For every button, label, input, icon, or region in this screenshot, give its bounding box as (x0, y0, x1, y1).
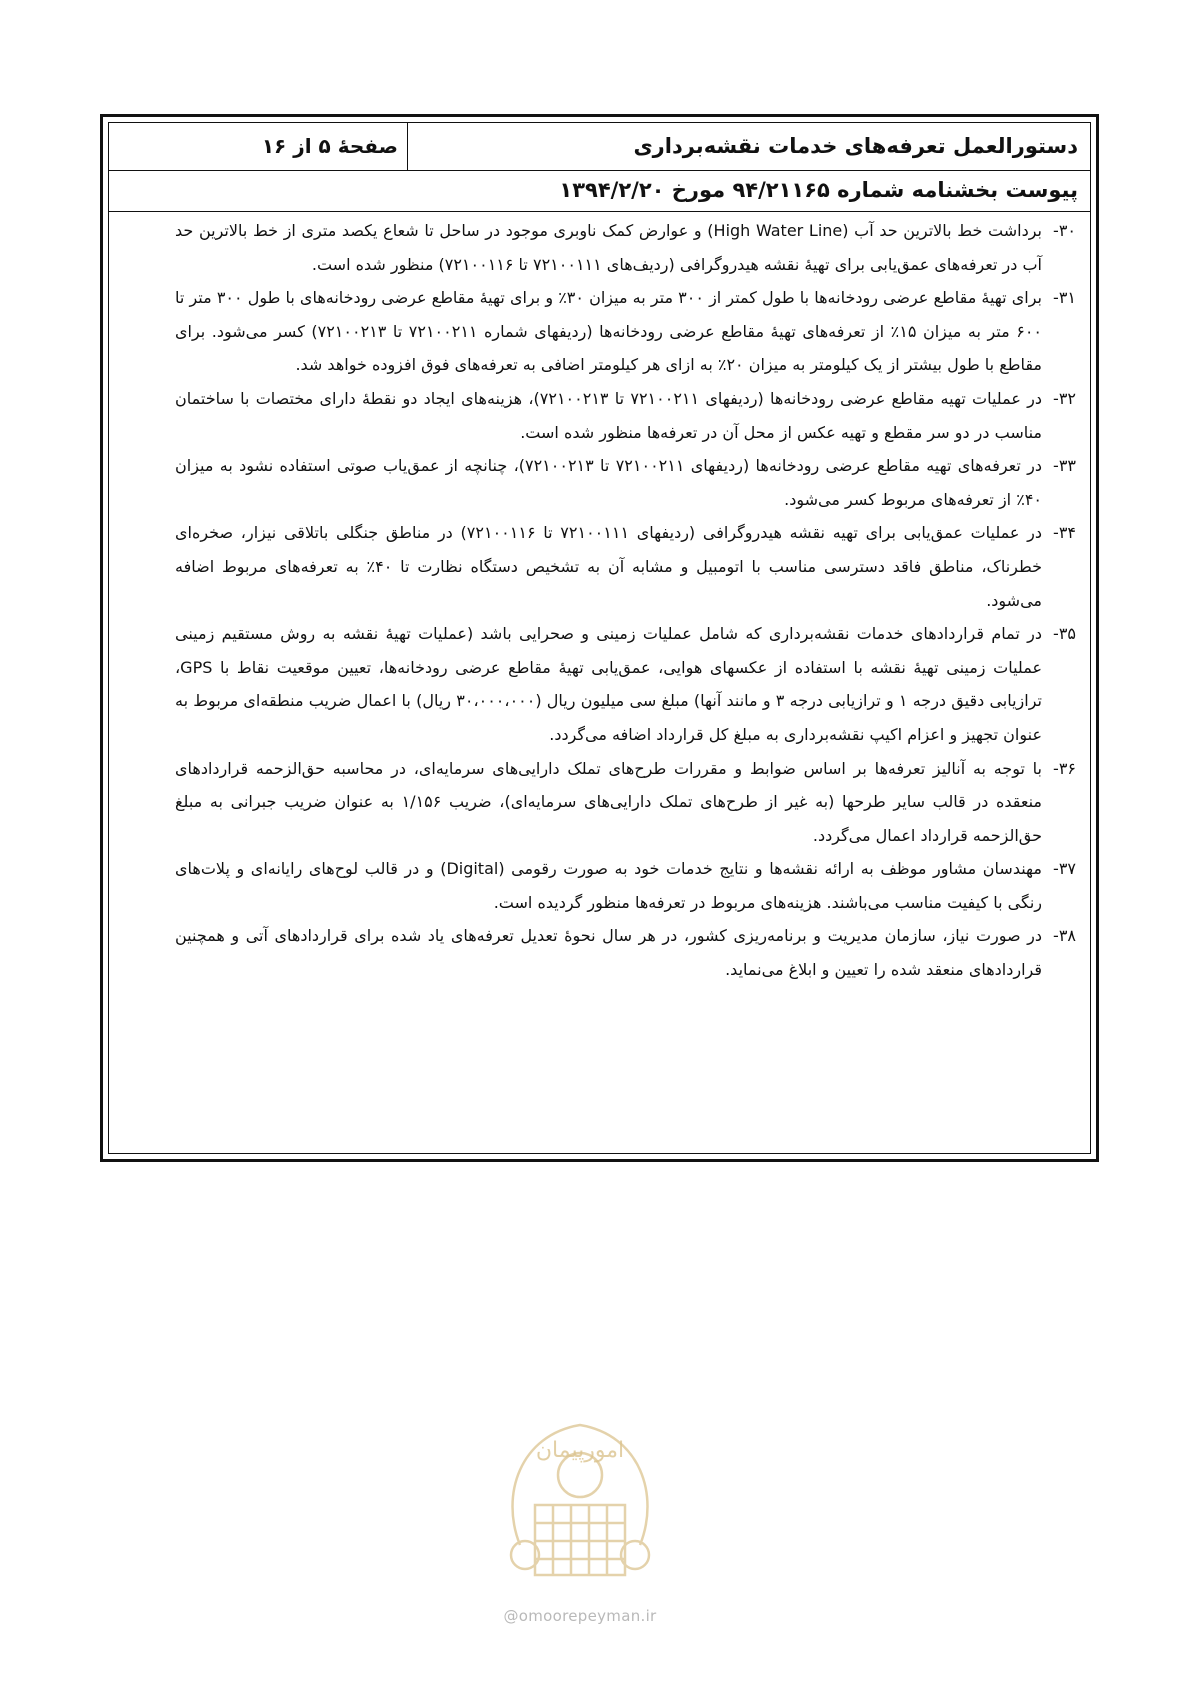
clause-number: ۳۷- (1053, 859, 1076, 879)
clause-number: ۳۲- (1053, 388, 1076, 408)
clause-number: ۳۱- (1053, 288, 1076, 308)
document-title: دستورالعمل تعرفه‌های خدمات نقشه‌برداری (407, 123, 1090, 170)
clause-text: برای تهیهٔ مقاطع عرضی رودخانه‌ها با طول کمتر از ۳۰۰ متر به میزان ۳۰٪ و برای تهیهٔ مقاطع عرضی رودخانه‌های با طول ۳۰۰ متر تا ۶۰۰ متر به میزان ۱۵٪ از تعرفه‌های تهیهٔ مقاطع عرضی رودخانه‌ها (ردیفهای شماره ۷۲۱۰۰۲۱۱ تا ۷۲۱۰۰۲۱۳) کسر می‌شود. برای مقاطع با طول بیشتر از یک کیلومتر به میزان ۲۰٪ به ازای هر کیلومتر اضافی به تعرفه‌های فوق افزوده خواهد شد. (175, 288, 1043, 375)
watermark (480, 1395, 680, 1645)
clause-text: مهندسان مشاور موظف به ارائه نقشه‌ها و نتایج خدمات خود به صورت رقومی (Digital) و در قالب لوح‌های رایانه‌ای و پلات‌های رنگی با کیفیت مناسب می‌باشند. هزینه‌های مربوط در تعرفه‌ها منظور گردیده است. (175, 859, 1042, 912)
watermark-site: @omoorepeyman.ir (503, 1607, 657, 1625)
clause-33 (175, 449, 1076, 516)
clause-text: در عملیات عمق‌یابی برای تهیه نقشه هیدروگرافی (ردیفهای ۷۲۱۰۰۱۱۱ تا ۷۲۱۰۰۱۱۶) در مناطق جنگلی باتلاقی نیزار، صخره‌ای خطرناک، مناطق فاقد دسترسی مناسب با اتومبیل و مشابه آن به تشخیص دستگاه نظارت تا ۴۰٪ به تعرفه‌های مربوط اضافه می‌شود. (175, 523, 1043, 610)
clause-number: ۳۰- (1053, 221, 1076, 240)
clause-32 (175, 382, 1076, 449)
clause-number: ۳۶- (1053, 758, 1076, 778)
clause-number: ۳۳- (1053, 456, 1076, 476)
clause-30 (175, 214, 1076, 281)
clause-36 (175, 752, 1076, 853)
document-inner-frame (108, 122, 1091, 1154)
clause-38 (175, 919, 1076, 986)
clause-34 (175, 516, 1076, 617)
clause-text: با توجه به آنالیز تعرفه‌ها بر اساس ضوابط و مقررات طرح‌های تملک دارایی‌های سرمایه‌ای، در محاسبه حق‌الزحمه قراردادهای منعقده در قالب سایر طرحها (به غیر از طرح‌های تملک دارایی‌های سرمایه‌ای)، ضریب ۱/۱۵۶ به عنوان ضریب جبرانی به مبلغ حق‌الزحمه قرارداد اعمال می‌گردد. (175, 758, 1042, 845)
circular-reference: پیوست بخشنامه شماره ۹۴/۲۱۱۶۵ مورخ ۱۳۹۴/۲/۲۰ (109, 170, 1090, 212)
clause-text: در صورت نیاز، سازمان مدیریت و برنامه‌ریزی کشور، در هر سال نحوهٔ تعدیل تعرفه‌های یاد شده برای قراردادهای آتی و همچنین قراردادهای منعقد شده را تعیین و ابلاغ می‌نماید. (175, 926, 1042, 980)
clause-number: ۳۵- (1053, 624, 1076, 644)
clause-number: ۳۸- (1053, 926, 1076, 946)
clause-35 (175, 617, 1076, 751)
clause-number: ۳۴- (1053, 523, 1076, 543)
clause-37 (175, 852, 1076, 919)
clause-text: برداشت خط بالاترین حد آب (High Water Line) و عوارض کمک ناوبری موجود در ساحل تا شعاع یکصد متری از خط بالاترین حد آب در تعرفه‌های عمق‌یابی برای تهیهٔ نقشه هیدروگرافی (ردیف‌های ۷۲۱۰۰۱۱۱ تا ۷۲۱۰۰۱۱۶) منظور شده است. (175, 221, 1042, 274)
clauses-list (175, 214, 1076, 987)
watermark-logo-icon (480, 1395, 680, 1605)
document-frame (100, 114, 1099, 1162)
clause-31 (175, 281, 1076, 382)
clause-text: در تمام قراردادهای خدمات نقشه‌برداری که شامل عملیات زمینی و صحرایی باشد (عملیات تهیهٔ نقشه به روش مستقیم زمینی عملیات زمینی تهیهٔ نقشه با استفاده از عکسهای هوایی، عمق‌یابی تهیهٔ مقاطع عرضی رودخانه‌ها، تعیین موقعیت نقاط با GPS، ترازیابی دقیق درجه ۱ و ترازیابی درجه ۳ و مانند آنها) مبلغ سی میلیون ریال (۳۰،۰۰۰،۰۰۰ ریال) با اعمال ضریب منطقه‌ای مربوط به عنوان تجهیز و اعزام اکیپ نقشه‌برداری به مبلغ کل قرارداد اضافه می‌گردد. (175, 624, 1043, 744)
header-row (109, 123, 1090, 171)
page-indicator: صفحهٔ ۵ از ۱۶ (261, 134, 398, 158)
clause-text: در عملیات تهیه مقاطع عرضی رودخانه‌ها (ردیفهای ۷۲۱۰۰۲۱۱ تا ۷۲۱۰۰۲۱۳)، هزینه‌های ایجاد دو نقطهٔ دارای مختصات با ساختمان مناسب در دو سر مقطع و تهیه عکس از محل آن در تعرفه‌ها منظور شده است. (175, 388, 1043, 442)
svg-text:امورپیمان: امورپیمان (535, 1438, 625, 1463)
clause-text: در تعرفه‌های تهیه مقاطع عرضی رودخانه‌ها (ردیفهای ۷۲۱۰۰۲۱۱ تا ۷۲۱۰۰۲۱۳)، چنانچه از عمق‌یاب صوتی استفاده نشود به میزان ۴۰٪ از تعرفه‌های مربوط کسر می‌شود. (175, 456, 1043, 509)
